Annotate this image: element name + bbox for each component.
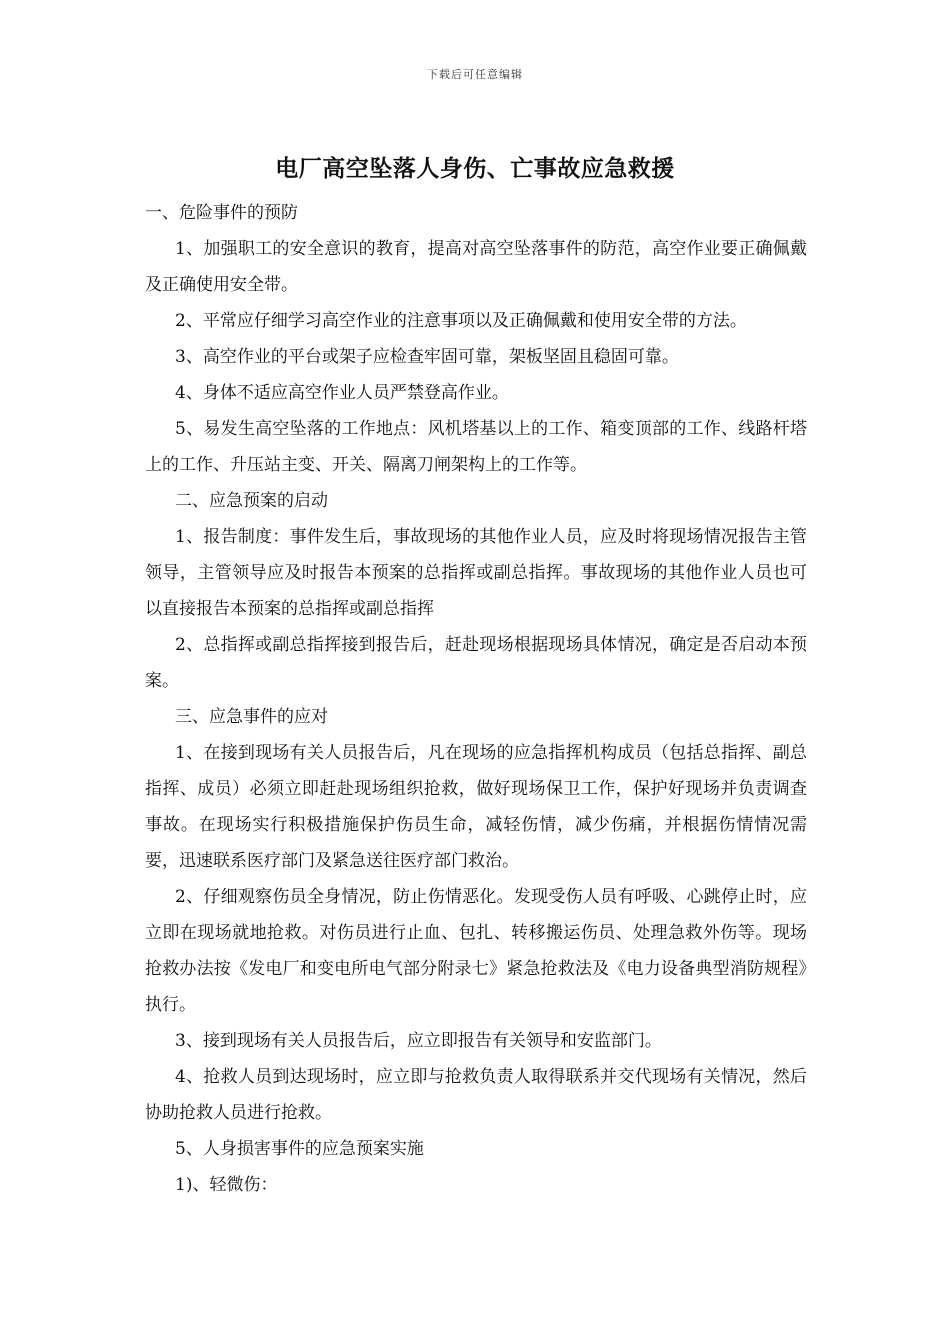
paragraph: 5、人身损害事件的应急预案实施 — [175, 1139, 424, 1159]
paragraph: 1、在接到现场有关人员报告后，凡在现场的应急指挥机构成员（包括总指挥、副总指挥、成员）必须立即赶赴现场组织抢救，做好现场保卫工作，保护好现场并负责调查事故。在现场实行积极措施保护伤员生命，减轻伤情，减少伤痛，并根据伤情情况需要，迅速联系医疗部门及紧急送往医疗部门救治。 — [145, 743, 807, 871]
paragraph: 2、仔细观察伤员全身情况，防止伤情恶化。发现受伤人员有呼吸、心跳停止时，应立即在现场就地抢救。对伤员进行止血、包扎、转移搬运伤员、处理急救外伤等。现场抢救办法按《发电厂和变电所电气部分附录七》紧急抢救法及《电力设备典型消防规程》执行。 — [145, 887, 807, 1015]
document-body — [145, 195, 807, 1203]
paragraph: 1)、轻微伤： — [175, 1175, 278, 1195]
paragraph: 2、平常应仔细学习高空作业的注意事项以及正确佩戴和使用安全带的方法。 — [175, 311, 747, 331]
paragraph: 3、接到现场有关人员报告后，应立即报告有关领导和安监部门。 — [175, 1031, 662, 1051]
paragraph: 1、报告制度：事件发生后，事故现场的其他作业人员，应及时将现场情况报告主管领导，主管领导应及时报告本预案的总指挥或副总指挥。事故现场的其他作业人员也可以直接报告本预案的总指挥或副总指挥 — [145, 527, 807, 619]
section-heading-prevention: 一、危险事件的预防 — [145, 203, 298, 223]
header-note: 下载后可任意编辑 — [427, 68, 523, 81]
document-title: 电厂高空坠落人身伤、亡事故应急救援 — [275, 155, 675, 182]
paragraph: 4、身体不适应高空作业人员严禁登高作业。 — [175, 383, 509, 403]
section-heading-activation: 二、应急预案的启动 — [175, 491, 328, 511]
paragraph: 1、加强职工的安全意识的教育，提高对高空坠落事件的防范，高空作业要正确佩戴及正确使用安全带。 — [145, 239, 807, 295]
paragraph: 2、总指挥或副总指挥接到报告后，赶赴现场根据现场具体情况，确定是否启动本预案。 — [145, 635, 807, 691]
paragraph: 3、高空作业的平台或架子应检查牢固可靠，架板坚固且稳固可靠。 — [175, 347, 679, 367]
section-heading-response: 三、应急事件的应对 — [175, 707, 328, 727]
paragraph: 4、抢救人员到达现场时，应立即与抢救负责人取得联系并交代现场有关情况，然后协助抢救人员进行抢救。 — [145, 1067, 807, 1123]
paragraph: 5、易发生高空坠落的工作地点：风机塔基以上的工作、箱变顶部的工作、线路杆塔上的工作、升压站主变、开关、隔离刀闸架构上的工作等。 — [145, 419, 807, 475]
